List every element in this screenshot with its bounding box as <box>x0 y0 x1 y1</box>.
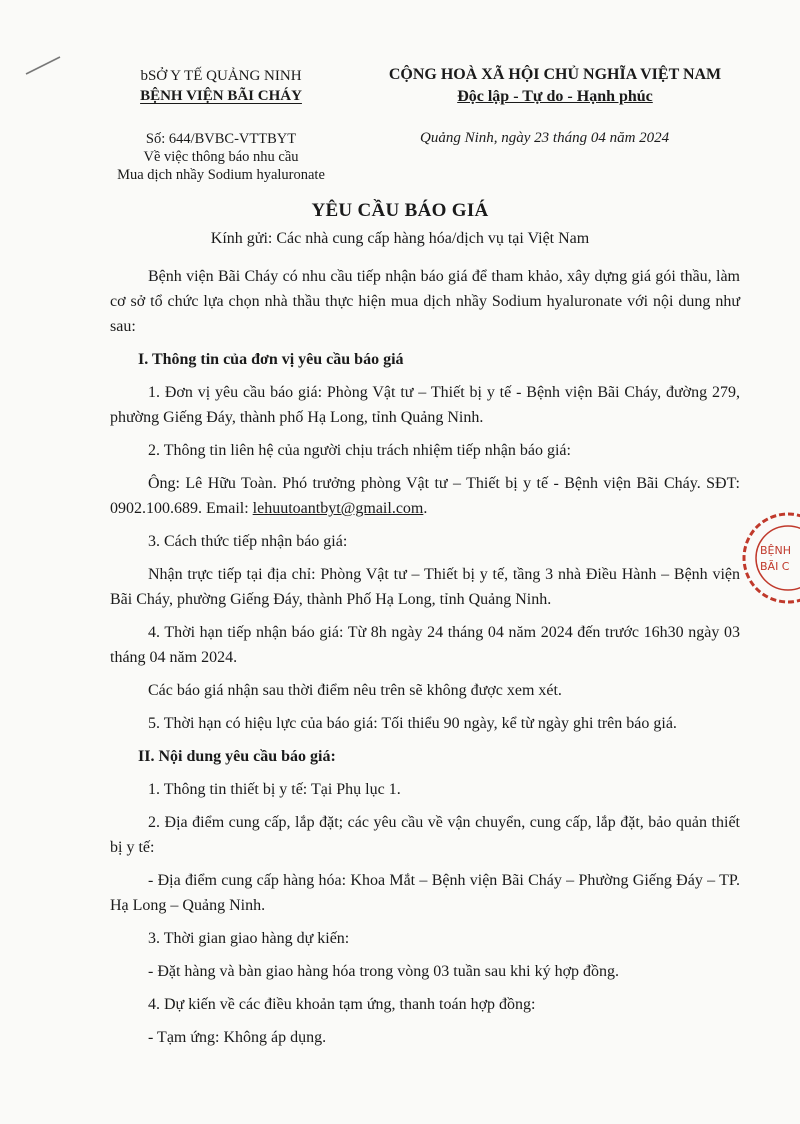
document-number: Số: 644/BVBC-VTTBYT <box>145 131 297 147</box>
section-1-item-3: 3. Cách thức tiếp nhận báo giá: <box>148 533 348 550</box>
section-1-item-2: 2. Thông tin liên hệ của người chịu trách nhiệm tiếp nhận báo giá: <box>148 442 571 459</box>
section-1-item-4: 4. Thời hạn tiếp nhận báo giá: Từ 8h ngày 24 tháng 04 năm 2024 đến trước 16h30 ngày 03 tháng 04 năm 2024. <box>110 624 740 666</box>
national-header <box>350 64 760 108</box>
intro-paragraph: Bệnh viện Bãi Cháy có nhu cầu tiếp nhận báo giá để tham khảo, xây dựng giá gói thầu, làm cơ sở tổ chức lựa chọn nhà thầu thực hiện mua dịch nhầy Sodium hyaluronate với nội dung như sau: <box>110 268 740 335</box>
stamp-text-2: BÃI C <box>760 560 790 573</box>
advance-payment: - Tạm ứng: Không áp dụng. <box>148 1029 327 1046</box>
contact-paragraph <box>110 471 740 521</box>
document-title: YÊU CẦU BÁO GIÁ <box>311 200 489 221</box>
document-body <box>110 264 740 1058</box>
section-2-item-3: 3. Thời gian giao hàng dự kiến: <box>148 930 350 947</box>
hospital-name: BỆNH VIỆN BÃI CHÁY <box>140 88 302 104</box>
red-seal-stamp <box>738 508 800 608</box>
subject-line-2: Mua dịch nhầy Sodium hyaluronate <box>117 167 325 183</box>
delivery-time: - Đặt hàng và bàn giao hàng hóa trong vòng 03 tuần sau khi ký hợp đồng. <box>148 963 620 980</box>
section-2-heading: II. Nội dung yêu cầu báo giá: <box>138 748 336 765</box>
section-1-item-5: 5. Thời hạn có hiệu lực của báo giá: Tối thiểu 90 ngày, kể từ ngày ghi trên báo giá. <box>148 715 677 732</box>
receiving-address: Nhận trực tiếp tại địa chỉ: Phòng Vật tư – Thiết bị y tế, tầng 3 nhà Điều Hành – Bệnh viện Bãi Cháy, phường Giếng Đáy, thành Phố Hạ Long, tỉnh Quảng Ninh. <box>110 566 740 608</box>
republic-title: CỘNG HOÀ XÃ HỘI CHỦ NGHĨA VIỆT NAM <box>388 66 722 83</box>
contact-end: . <box>423 500 428 517</box>
section-1-item-1: 1. Đơn vị yêu cầu báo giá: Phòng Vật tư – Thiết bị y tế - Bệnh viện Bãi Cháy, đường 279, phường Giếng Đáy, thành phố Hạ Long, tỉnh Quảng Ninh. <box>110 384 740 426</box>
contact-text: Ông: Lê Hữu Toàn. Phó trưởng phòng Vật tư – Thiết bị y tế - Bệnh viện Bãi Cháy. SĐT: 0902.100.689. Email: <box>110 475 740 517</box>
date-place-line: Quảng Ninh, ngày 23 tháng 04 năm 2024 <box>420 130 670 146</box>
document-reference <box>96 130 346 184</box>
contact-email-link[interactable]: lehuutoantbyt@gmail.com <box>252 500 424 517</box>
department-name: bSỞ Y TẾ QUẢNG NINH <box>140 68 302 84</box>
recipient-line: Kính gửi: Các nhà cung cấp hàng hóa/dịch vụ tại Việt Nam <box>210 230 590 247</box>
national-motto: Độc lập - Tự do - Hạnh phúc <box>457 88 653 105</box>
delivery-location: - Địa điểm cung cấp hàng hóa: Khoa Mắt – Bệnh viện Bãi Cháy – Phường Giếng Đáy – TP. Hạ Long – Quảng Ninh. <box>110 872 740 914</box>
pen-stroke-mark <box>24 54 64 78</box>
section-2-item-2: 2. Địa điểm cung cấp, lắp đặt; các yêu cầu về vận chuyển, cung cấp, lắp đặt, bảo quản thiết bị y tế: <box>110 814 740 856</box>
section-2-item-4: 4. Dự kiến về các điều khoản tạm ứng, thanh toán hợp đồng: <box>148 996 536 1013</box>
section-2-item-1: 1. Thông tin thiết bị y tế: Tại Phụ lục 1. <box>148 781 401 798</box>
late-quote-note: Các báo giá nhận sau thời điểm nêu trên sẽ không được xem xét. <box>148 682 562 699</box>
section-1-heading: I. Thông tin của đơn vị yêu cầu báo giá <box>138 351 404 368</box>
stamp-text-1: BỆNH <box>760 544 791 557</box>
subject-line-1: Về việc thông báo nhu cầu <box>143 149 299 165</box>
issuer-header <box>96 66 346 106</box>
